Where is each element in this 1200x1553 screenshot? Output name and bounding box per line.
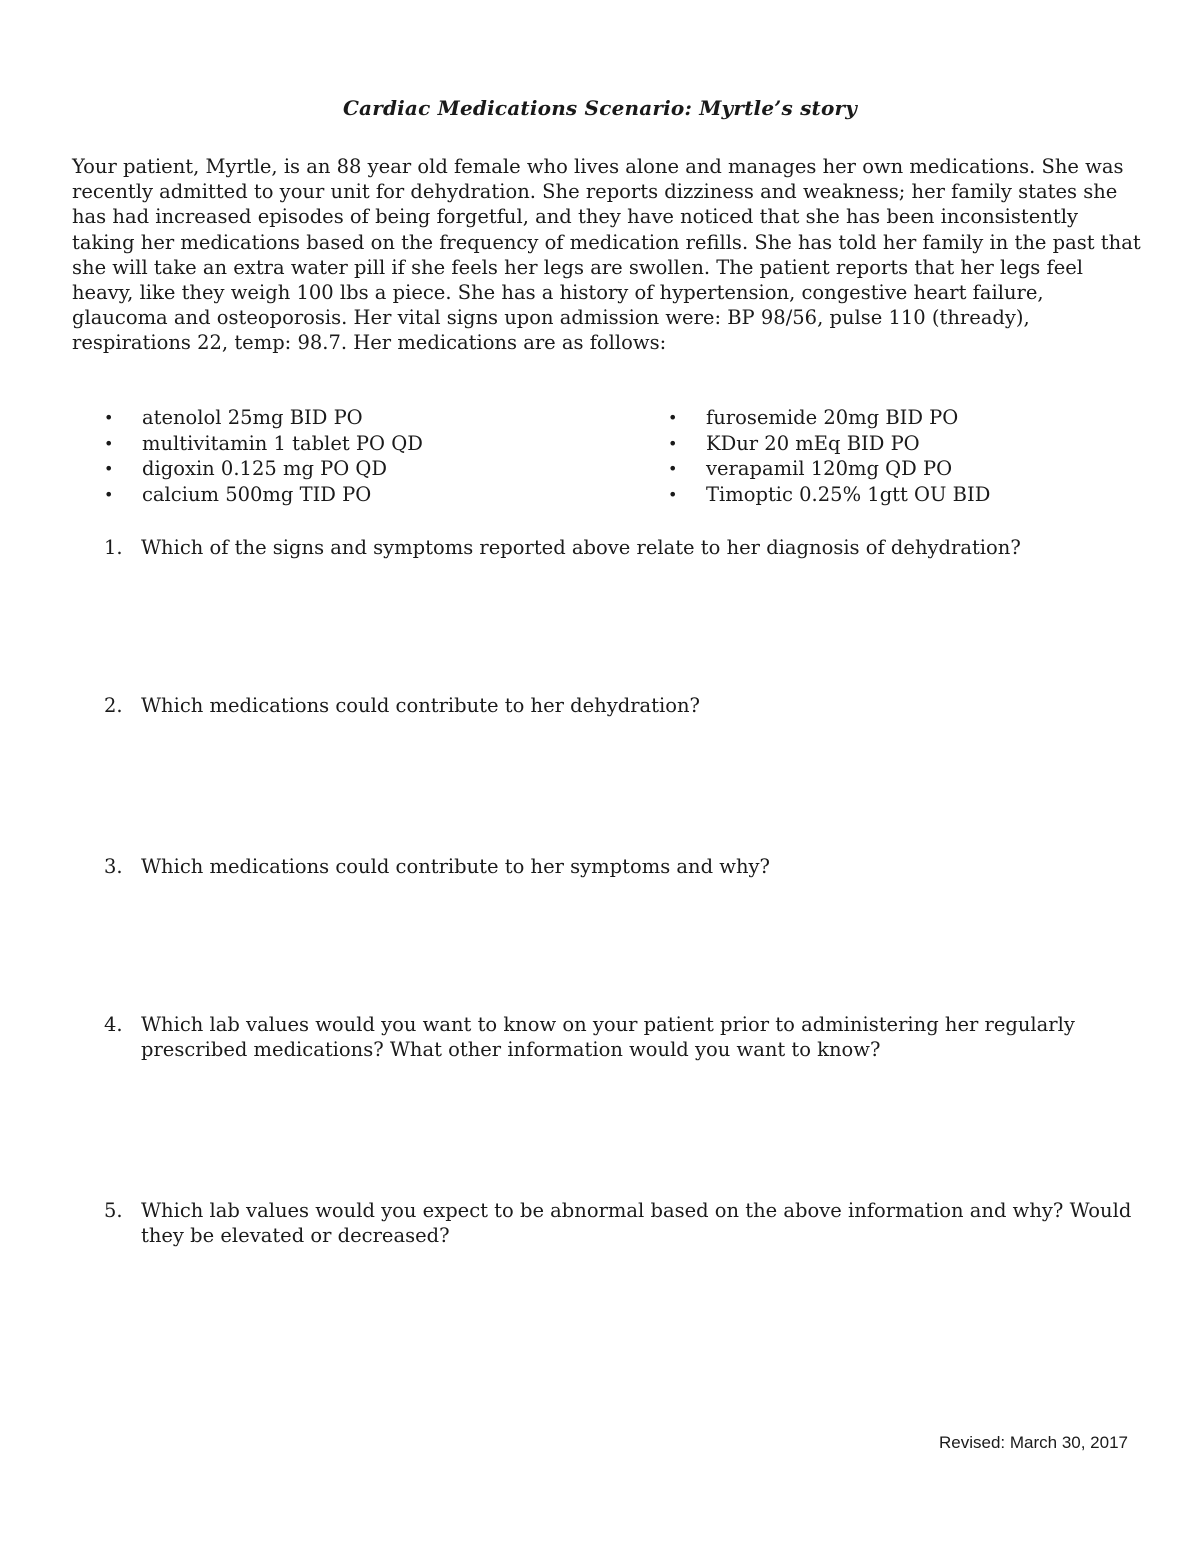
question-text: Which lab values would you want to know on your patient prior to administering her regularly prescribed medications? What other information would you want to know?: [141, 1013, 1075, 1062]
question-3: [104, 854, 1144, 879]
question-4: [104, 1012, 1144, 1062]
bullet-icon: •: [104, 484, 114, 504]
medication-item: • Timoptic 0.25% 1gtt OU BID: [668, 482, 991, 506]
scenario-paragraph: Your patient, Myrtle, is an 88 year old female who lives alone and manages her own medications. She was recently admitted to your unit for dehydration. She reports dizziness and weakness; her family states she has had increased episodes of being forgetful, and they have noticed that she has been inconsistently taking her medications based on the frequency of medication refills. She has told her family in the past that she will take an extra water pill if she feels her legs are swollen. The patient reports that her legs feel heavy, like they weigh 100 lbs a piece. She has a history of hypertension, congestive heart failure, glaucoma and osteoporosis. Her vital signs upon admission were: BP 98/56, pulse 110 (thready), respirations 22, temp: 98.7. Her medications are as follows:: [72, 155, 1141, 355]
medication-item: • KDur 20 mEq BID PO: [668, 431, 920, 455]
bullet-icon: •: [668, 459, 678, 478]
revision-date: Revised: March 30, 2017: [939, 1433, 1128, 1452]
bullet-icon: •: [668, 433, 678, 453]
question-5: [104, 1198, 1144, 1248]
bullet-icon: •: [104, 408, 114, 427]
bullet-icon: •: [104, 433, 114, 453]
medication-list-right: [668, 405, 990, 507]
question-number: 5.: [104, 1199, 123, 1222]
medication-list-left: [104, 405, 423, 507]
bullet-icon: •: [668, 484, 678, 504]
question-text: Which medications could contribute to her symptoms and why?: [141, 855, 771, 878]
question-text: Which lab values would you expect to be abnormal based on the above information and why? Would they be elevated or decreased?: [141, 1199, 1132, 1248]
medication-item: • verapamil 120mg QD PO: [668, 457, 953, 480]
medication-item: • atenolol 25mg BID PO: [104, 406, 363, 429]
question-number: 3.: [104, 855, 123, 878]
bullet-icon: •: [668, 408, 678, 427]
bullet-icon: •: [104, 459, 114, 478]
medication-item: • multivitamin 1 tablet PO QD: [104, 431, 423, 455]
question-2: [104, 693, 1144, 718]
question-1: [104, 535, 1144, 560]
question-number: 2.: [104, 694, 123, 717]
page-title: Cardiac Medications Scenario: Myrtle’s story: [342, 96, 858, 120]
question-text: Which medications could contribute to her dehydration?: [141, 694, 701, 717]
question-text: Which of the signs and symptoms reported above relate to her diagnosis of dehydration?: [141, 536, 1021, 559]
medication-item: • calcium 500mg TID PO: [104, 482, 372, 506]
medication-item: • furosemide 20mg BID PO: [668, 406, 959, 429]
medication-item: • digoxin 0.125 mg PO QD: [104, 457, 388, 480]
question-number: 1.: [104, 536, 123, 559]
question-number: 4.: [104, 1013, 123, 1036]
